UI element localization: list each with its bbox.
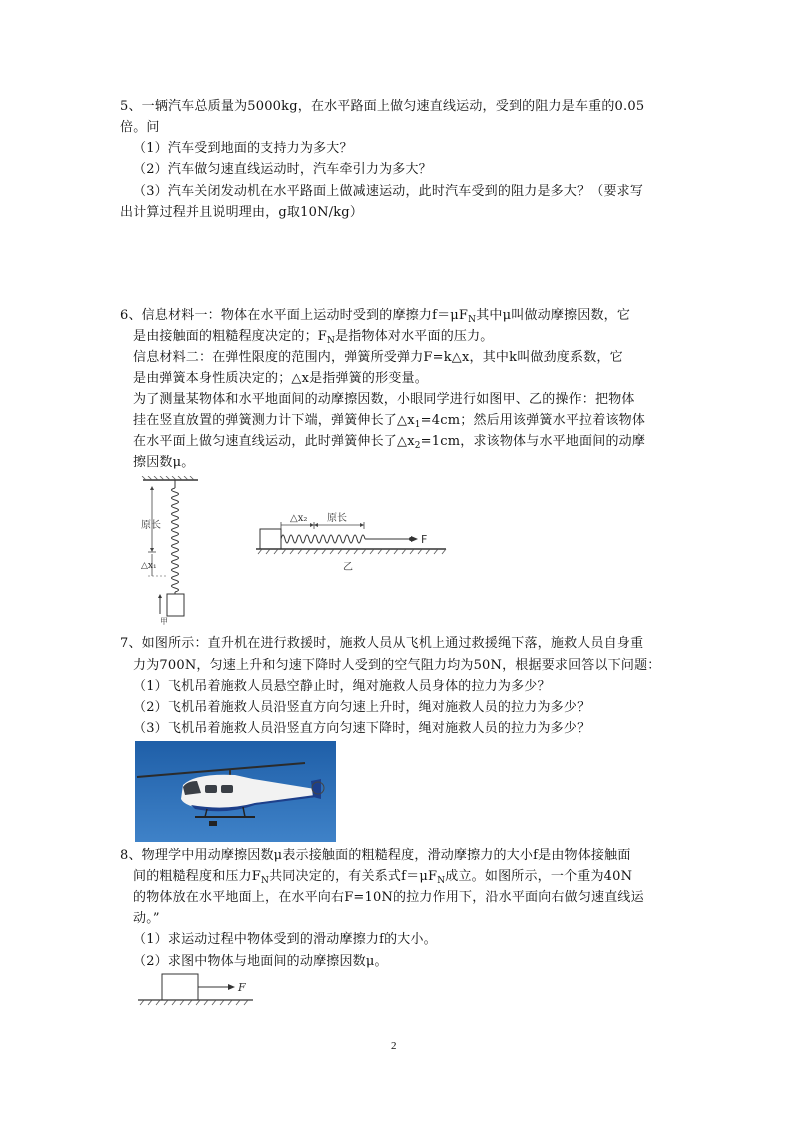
figure-yi-horizontal-spring: [256, 505, 451, 585]
figure-block-force: [138, 971, 258, 1011]
q7-line-2: 力为700N，匀速上升和匀速下降时人受到的空气阻力均为50N，根据要求回答以下问题：: [133, 658, 661, 673]
yi-original-length-label: 原长: [327, 513, 347, 524]
q8-line-1: 8、物理学中用动摩擦因数μ表示接触面的粗糙程度，滑动摩擦力的大小f是由物体接触面: [120, 848, 631, 863]
q7-line-5: （3）飞机吊着施救人员沿竖直方向匀速下降时，绳对施救人员的拉力为多少？: [133, 721, 591, 736]
q6-line-4: 是由弹簧本身性质决定的；△x是指弹簧的形变量。: [133, 371, 428, 386]
q5-line-1: 5、一辆汽车总质量为5000kg，在水平路面上做匀速直线运动，受到的阻力是车重的0.05: [120, 99, 645, 114]
q7-line-1: 7、如图所示：直升机在进行救援时，施救人员从飞机上通过救援绳下落，施救人员自身重: [120, 636, 644, 651]
q6-line-2: 是由接触面的粗糙程度决定的；$F_N$是指物体对水平面的压力。: [133, 329, 494, 346]
q8-line-5: （1）求运动过程中物体受到的滑动摩擦力f的大小。: [133, 932, 437, 947]
figure-jia-vertical-spring: [138, 476, 208, 626]
jia-dx-label: △x₁: [141, 561, 157, 571]
helicopter-photo: [135, 741, 336, 842]
q8-line-2: 间的粗糙程度和压力$F_N$共同决定的，有关系式$f=\mu F_N$成立。如图所示，一个重为40N: [133, 869, 633, 886]
jia-caption: 甲: [160, 617, 168, 626]
jia-original-length-label: 原长: [141, 520, 161, 531]
q8-line-4: 动。”: [133, 911, 160, 926]
q8-line-6: （2）求图中物体与地面间的动摩擦因数μ。: [133, 954, 388, 969]
block-force-label: F: [238, 981, 246, 994]
q6-line-5: 为了测量某物体和水平地面间的动摩擦因数，小眼同学进行如图甲、乙的操作：把物体: [133, 392, 635, 407]
q5-line-6: 出计算过程并且说明理由，g取10N/kg）: [120, 205, 364, 220]
yi-dx-label: △x₂: [290, 513, 308, 524]
q7-line-4: （2）飞机吊着施救人员沿竖直方向匀速上升时，绳对施救人员的拉力为多少？: [133, 700, 591, 715]
q6-line-7: 在水平面上做匀速直线运动，此时弹簧伸长了$\triangle x_2=1cm$，求该物体与水平地面间的动摩: [133, 434, 646, 451]
q5-line-4: （2）汽车做匀速直线运动时，汽车牵引力为多大？: [133, 162, 432, 177]
q6-line-3: 信息材料二：在弹性限度的范围内，弹簧所受弹力F=k△x，其中k叫做劲度系数，它: [133, 350, 623, 365]
page-number: 2: [391, 1040, 397, 1052]
q6-line-1: 6、信息材料一：物体在水平面上运动时受到的摩擦力$f=\mu F_N$其中μ叫做动摩擦因数，它: [120, 308, 631, 325]
q5-line-5: （3）汽车关闭发动机在水平路面上做减速运动，此时汽车受到的阻力是多大？（要求写: [133, 184, 644, 199]
q6-line-6: 挂在竖直放置的弹簧测力计下端，弹簧伸长了$\triangle x_1=4cm$；然后用该弹簧水平拉着该物体: [133, 413, 646, 430]
yi-caption: 乙: [343, 562, 353, 573]
q5-line-2: 倍。问: [120, 120, 160, 135]
yi-force-label: F: [421, 533, 428, 546]
q8-line-3: 的物体放在水平地面上，在水平向右F=10N的拉力作用下，沿水平面向右做匀速直线运: [133, 890, 644, 905]
q7-line-3: （1）飞机吊着施救人员悬空静止时，绳对施救人员身体的拉力为多少？: [133, 679, 551, 694]
q5-line-3: （1）汽车受到地面的支持力为多大？: [133, 141, 353, 156]
q6-line-8: 擦因数μ。: [133, 455, 195, 470]
